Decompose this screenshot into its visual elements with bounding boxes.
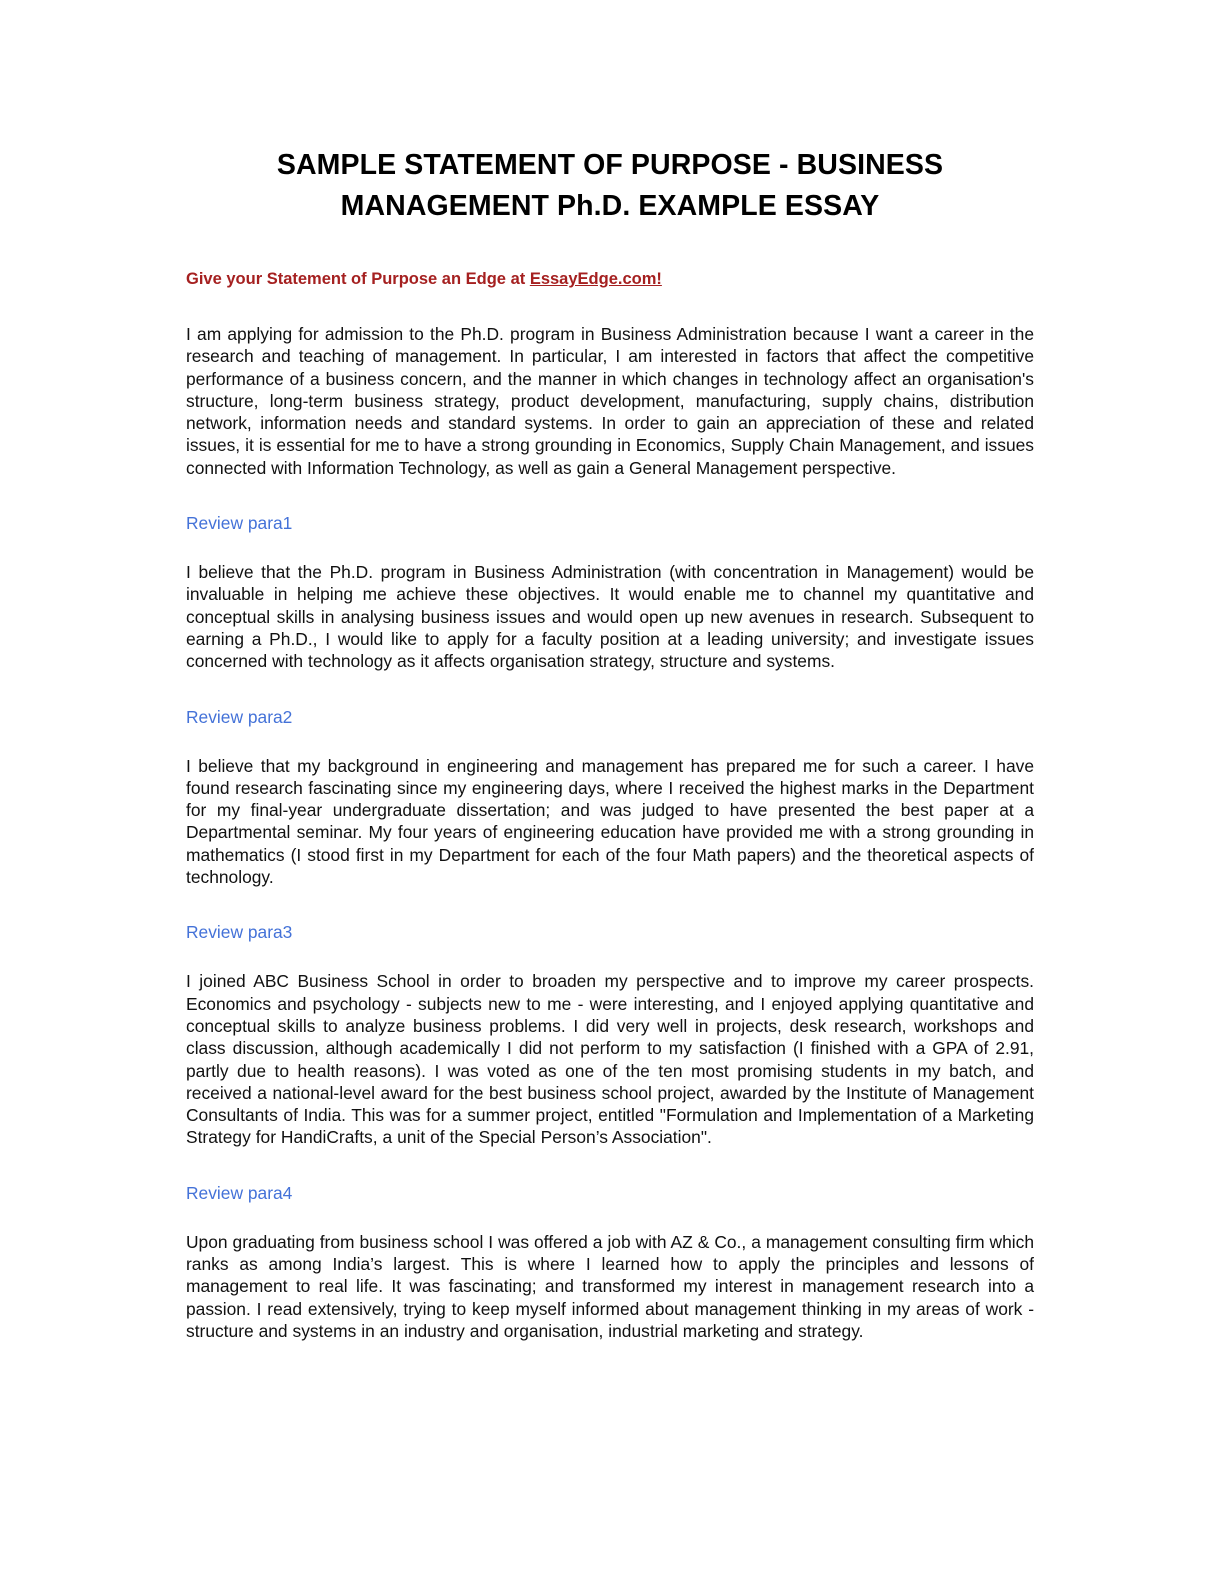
- page-title: [186, 0, 1034, 227]
- page-title-line-1: SAMPLE STATEMENT OF PURPOSE - BUSINESS: [276, 149, 944, 181]
- review-heading-para1[interactable]: Review para1: [186, 513, 293, 534]
- essayedge-link[interactable]: EssayEdge.com!: [529, 270, 662, 288]
- body-paragraph-4: Upon graduating from business school I was offered a job with AZ & Co., a management consulting firm which ranks as among India’s largest. This is where I learned how to apply the principles and lessons of management to real life. It was fascinating; and transformed my interest in management research into a passion. I read extensively, trying to keep myself informed about management thinking in my areas of work - structure and systems in an industry and organisation, industrial marketing and strategy.: [186, 1231, 1034, 1341]
- body-paragraph-2: I believe that my background in engineering and management has prepared me for such a career. I have found research fascinating since my engineering days, where I received the highest marks in the Department for my final-year undergraduate dissertation; and was judged to have presented the best paper at a Departmental seminar. My four years of engineering education have provided me with a strong grounding in mathematics (I stood first in my Department for each of the four Math papers) and the theoretical aspects of technology.: [186, 755, 1034, 888]
- page-title-line-2: MANAGEMENT Ph.D. EXAMPLE ESSAY: [340, 190, 880, 222]
- body-paragraph-3: I joined ABC Business School in order to broaden my perspective and to improve my career prospects. Economics and psychology - subjects new to me - were interesting, and I enjoyed applying quantitative and conceptual skills to analyze business problems. I did very well in projects, desk research, workshops and class discussion, although academically I did not perform to my satisfaction (I finished with a GPA of 2.91, partly due to health reasons). I was voted as one of the ten most promising students in my batch, and received a national-level award for the best business school project, awarded by the Institute of Management Consultants of India. This was for a summer project, entitled "Formulation and Implementation of a Marketing Strategy for HandiCrafts, a unit of the Special Person’s Association".: [186, 971, 1034, 1148]
- intro-paragraph: I am applying for admission to the Ph.D. program in Business Administration because I want a career in the research and teaching of management. In particular, I am interested in factors that affect the competitive performance of a business concern, and the manner in which changes in technology affect an organisation's structure, long-term business strategy, product development, manufacturing, supply chains, distribution network, information needs and standard systems. In order to gain an appreciation of these and related issues, it is essential for me to have a strong grounding in Economics, Supply Chain Management, and issues connected with Information Technology, as well as gain a General Management perspective.: [186, 324, 1034, 478]
- review-heading-para2[interactable]: Review para2: [186, 706, 293, 727]
- review-heading-para4[interactable]: Review para4: [186, 1182, 293, 1203]
- promo-tagline-text: Give your Statement of Purpose an Edge at: [186, 270, 530, 288]
- document-content-column: [186, 0, 1034, 1342]
- promo-tagline: [186, 227, 1034, 290]
- body-paragraph-1: I believe that the Ph.D. program in Business Administration (with concentration in Management) would be invaluable in helping me achieve these objectives. It would enable me to channel my quantitative and conceptual skills in analysing business issues and would open up new avenues in research. Subsequent to earning a Ph.D., I would like to apply for a faculty position at a leading university; and investigate issues concerned with technology as it affects organisation strategy, structure and systems.: [186, 562, 1034, 672]
- review-heading-para3[interactable]: Review para3: [186, 922, 293, 943]
